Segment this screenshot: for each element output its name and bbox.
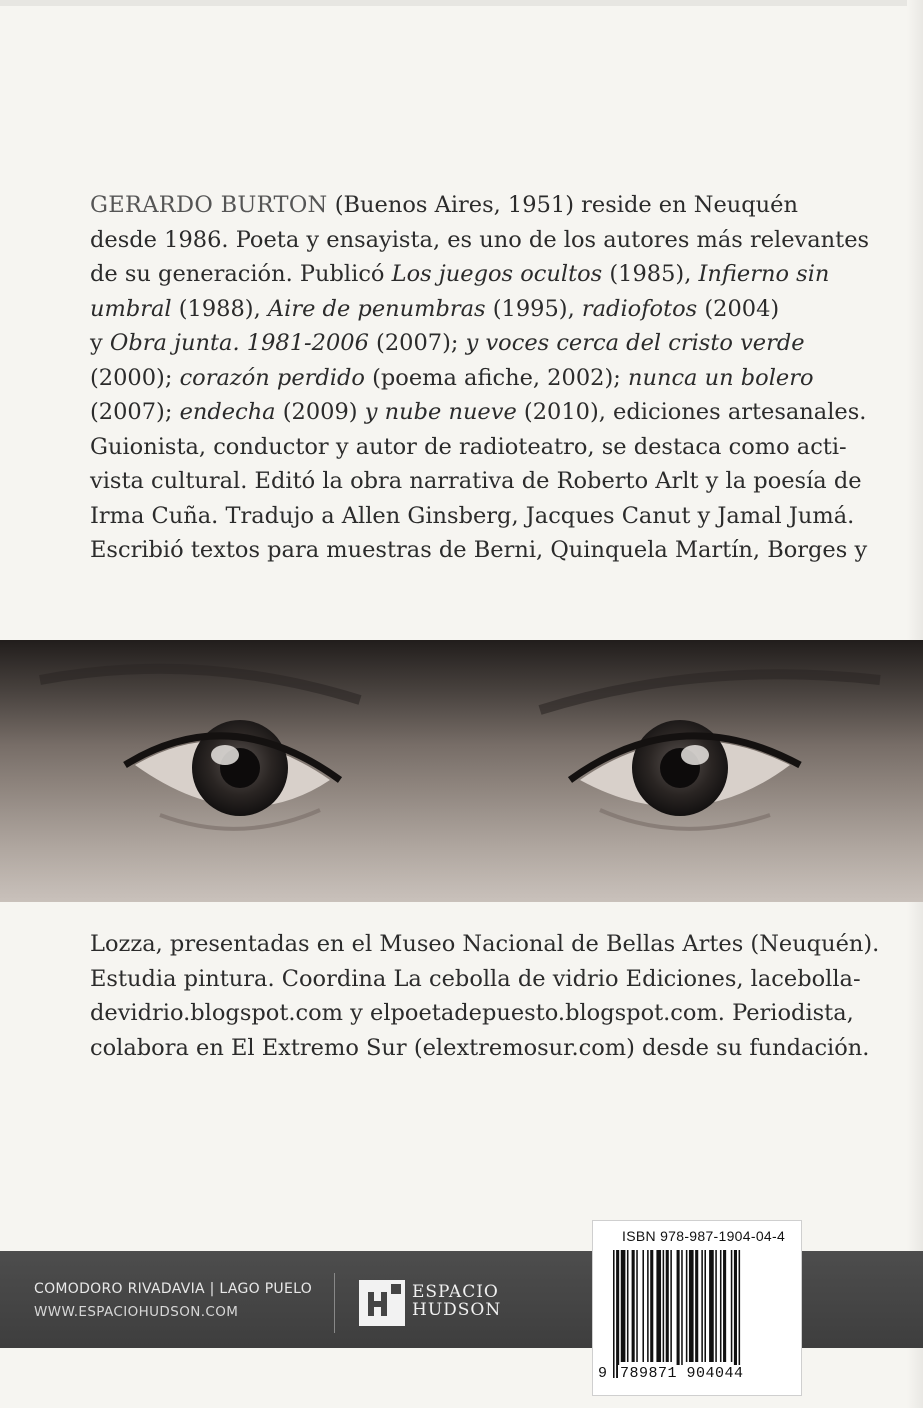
bio-line: vista cultural. Editó la obra narrativa de Roberto Arlt y la poesía de <box>90 468 862 494</box>
bio-text: y <box>90 330 110 356</box>
barcode-bar <box>647 1250 649 1362</box>
publisher-cities: COMODORO RIVADAVIA | LAGO PUELO <box>34 1281 313 1297</box>
bio-line: colabora en El Extremo Sur (elextremosur.com) desde su fundación. <box>90 1034 870 1061</box>
bio-line <box>90 292 840 327</box>
book-title: nunca un bolero <box>627 364 814 391</box>
bio-text: (2000); <box>90 364 180 391</box>
barcode-bar <box>695 1250 698 1362</box>
barcode-digits: 789871 904044 <box>620 1365 744 1382</box>
barcode-bar <box>734 1250 737 1378</box>
book-title: Los juegos ocultos <box>391 261 603 287</box>
eyes-photo-graphic <box>0 640 923 902</box>
bio-text: de su generación. Publicó <box>90 261 392 287</box>
barcode-bar <box>666 1250 669 1362</box>
barcode-bar <box>701 1250 703 1362</box>
bio-line: Estudia pintura. Coordina La cebolla de vidrio Ediciones, lacebolla- <box>90 965 861 992</box>
bio-line: Escribió textos para muestras de Berni, Quinquela Martín, Borges y <box>90 537 868 563</box>
barcode-bar <box>715 1250 717 1362</box>
eyes-photo <box>0 640 923 902</box>
author-bio-top <box>90 188 870 568</box>
bio-line <box>90 395 867 430</box>
book-title: corazón perdido <box>179 364 365 391</box>
barcode-bar <box>642 1250 644 1362</box>
barcode-bar <box>663 1250 665 1362</box>
barcode-bar <box>723 1250 726 1362</box>
book-title: umbral <box>90 295 172 322</box>
barcode-bar <box>720 1250 722 1362</box>
barcode-bar <box>613 1250 615 1378</box>
book-title: Aire de penumbras <box>267 295 486 322</box>
bio-text: (2010), ediciones artesanales. <box>516 399 867 425</box>
isbn-number: ISBN 978-987-1904-04-4 <box>622 1228 786 1244</box>
author-name: GERARDO BURTON <box>90 192 328 218</box>
logo-wordmark-hudson: HUDSON <box>412 1300 502 1320</box>
barcode-bar <box>686 1250 688 1362</box>
barcode-bar <box>627 1250 629 1362</box>
barcode-bar <box>670 1250 672 1362</box>
barcode-bar <box>650 1250 653 1362</box>
barcode-bar <box>704 1250 706 1362</box>
barcode-bar <box>739 1250 741 1378</box>
cover-top-edge <box>0 0 923 6</box>
bio-line <box>90 326 840 361</box>
barcode-bar <box>621 1250 626 1362</box>
bio-text: (1995), <box>485 295 582 322</box>
barcode-bar <box>689 1250 694 1362</box>
barcode-bar <box>656 1250 661 1362</box>
barcode-bar <box>677 1250 680 1378</box>
bio-line <box>90 188 840 223</box>
bio-text: (1985), <box>602 261 699 287</box>
publisher-url: WWW.ESPACIOHUDSON.COM <box>34 1304 239 1320</box>
espacio-hudson-logo-icon <box>359 1280 405 1326</box>
bio-text: (1988), <box>171 295 268 322</box>
book-title: radiofotos <box>581 295 698 322</box>
barcode-bar <box>731 1250 733 1362</box>
barcode-bar <box>616 1250 619 1378</box>
bio-text: (poema afiche, 2002); <box>364 364 628 391</box>
author-bio-bottom <box>90 927 880 1065</box>
bio-text: (2009) <box>275 399 365 425</box>
logo-wordmark-espacio: ESPACIO <box>412 1282 499 1302</box>
bio-line <box>90 361 840 396</box>
book-title: y voces cerca del cristo verde <box>465 330 805 356</box>
barcode <box>611 1250 786 1378</box>
barcode-digit-first: 9 <box>598 1365 608 1382</box>
book-title: Obra junta. 1981-2006 <box>109 330 369 356</box>
right-eye-highlight <box>681 745 709 765</box>
bio-line: Guionista, conductor y autor de radioteatro, se destaca como acti- <box>90 433 847 460</box>
bio-line: Irma Cuña. Tradujo a Allen Ginsberg, Jacques Canut y Jamal Jumá. <box>90 502 855 529</box>
barcode-bar <box>681 1250 683 1378</box>
barcode-bar <box>709 1250 714 1362</box>
bio-text: (2007); <box>90 399 180 425</box>
bio-line: desde 1986. Poeta y ensayista, es uno de los autores más relevantes <box>90 226 870 253</box>
book-title: endecha <box>179 399 276 425</box>
bio-text: (2007); <box>368 330 466 356</box>
bio-line: Lozza, presentadas en el Museo Nacional de Bellas Artes (Neuquén). <box>90 931 880 957</box>
footer-divider <box>334 1273 335 1333</box>
bio-text: (2004) <box>697 295 780 322</box>
bio-line: devidrio.blogspot.com y elpoetadepuesto.blogspot.com. Periodista, <box>90 1000 854 1026</box>
book-title: y nube nueve <box>364 399 517 425</box>
left-eye-highlight <box>211 745 239 765</box>
bio-line <box>90 257 840 292</box>
bio-text: (Buenos Aires, 1951) reside en Neuquén <box>327 192 798 218</box>
book-title: Infierno sin <box>698 261 830 287</box>
barcode-bar <box>636 1250 638 1362</box>
barcode-bar <box>632 1250 635 1362</box>
